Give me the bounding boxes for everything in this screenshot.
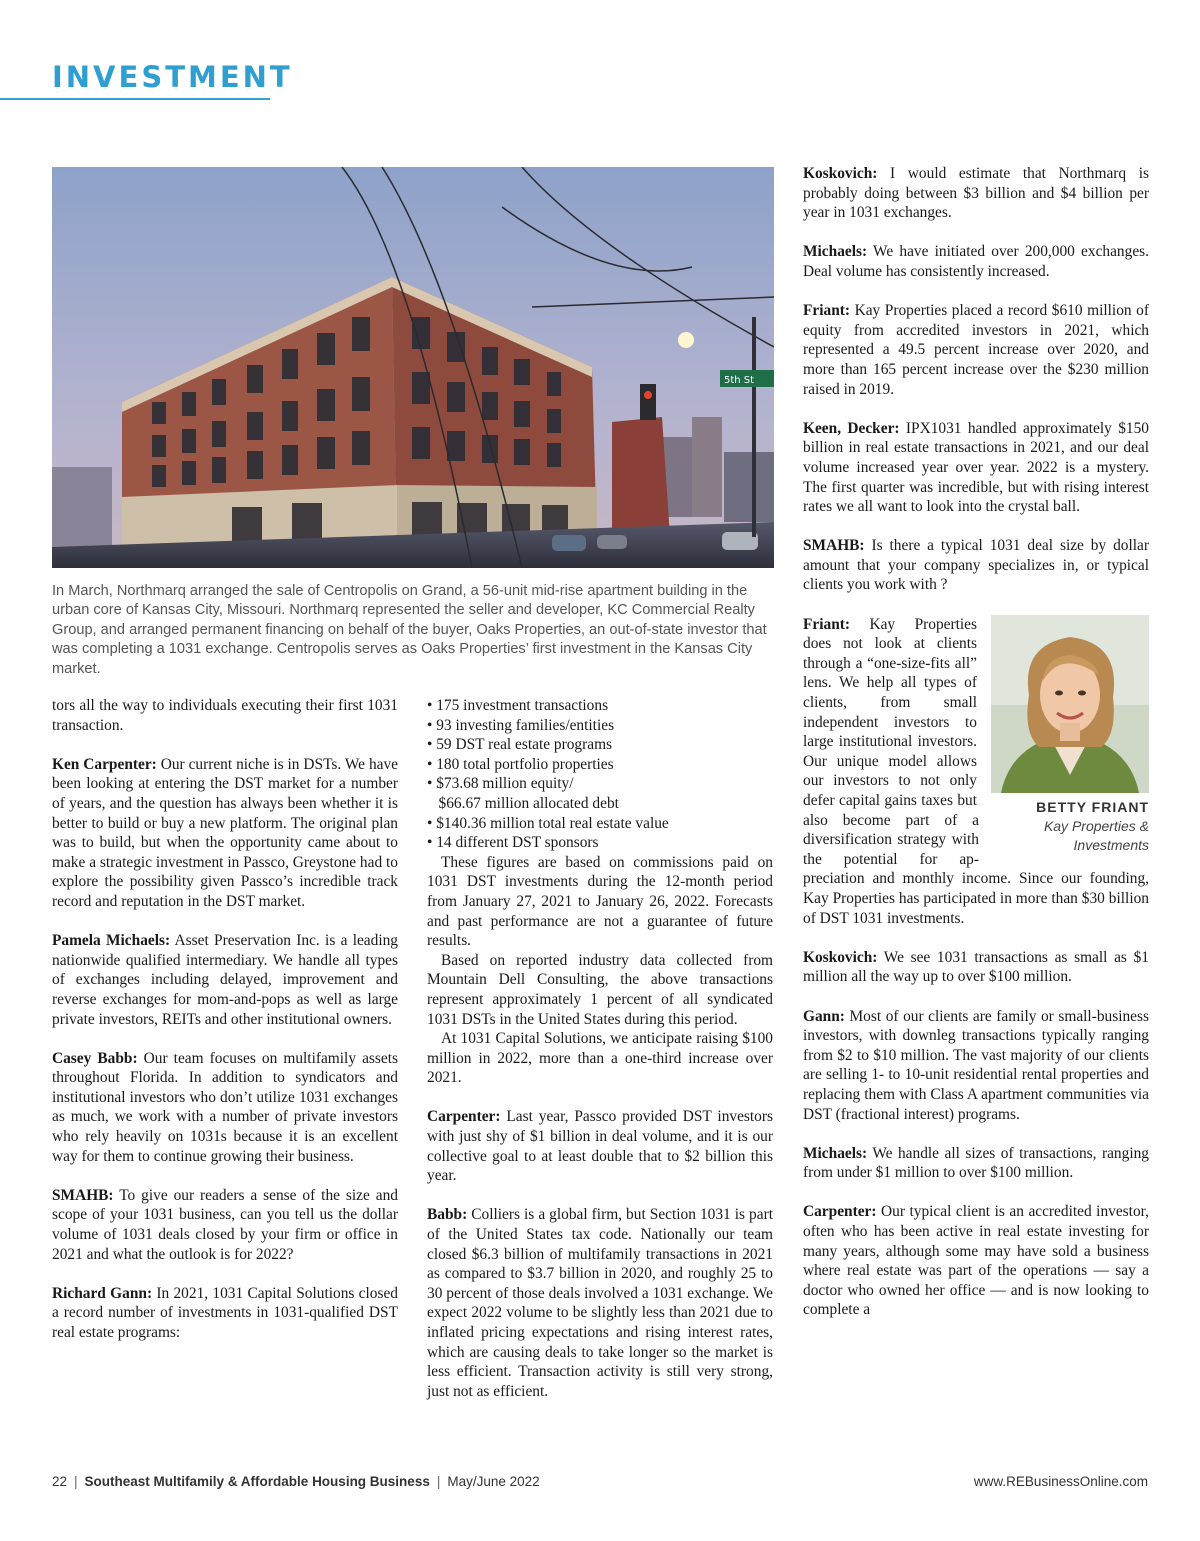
paragraph [803,419,1149,517]
paragraph [803,1007,1149,1125]
building-photo [52,167,774,568]
list-item: • 180 total portfolio properties [427,755,614,773]
publication-name: Southeast Multifamily & Affordable Housing Business [84,1474,430,1489]
section-header [0,58,293,100]
paragraph [52,755,398,912]
speaker-name: Koskovich: [803,948,878,966]
portrait-name: BETTY FRIANT [1036,798,1149,815]
speaker-name: Ken Carpenter: [52,755,157,773]
investment-stats-list [427,696,773,853]
speaker-name: Pamela Michaels: [52,932,171,950]
section-title: INVESTMENT [52,60,293,94]
column-3 [803,164,1149,1320]
paragraph [427,1107,773,1185]
paragraph-text: IPX1031 handled approximately $150 billion in real estate transactions in 2021, and our deal volume increased year over year. 2022 is a mystery. The first quarter was incredible, but with rising interest rates we all want to look into the crystal ball. [803,419,1150,516]
paragraph [52,696,398,735]
paragraph-text: Asset Preservation Inc. is a leading nationwide qualified intermediary. We handle all types of exchanges including delayed, improvement and reverse exchanges for mom-and-pops as well as large private investors, REITs and other institutional owners. [52,932,399,1028]
footer-separator: | [436,1474,441,1489]
list-item: • 59 DST real estate programs [427,736,613,754]
paragraph-text: Is there a typical 1031 deal size by dollar amount that your company specializes in, or typical clients you work with ? [803,537,1149,594]
speaker-name: SMAHB: [803,537,865,555]
paragraph-text: Our team focuses on multifamily assets throughout Florida. In addition to syndicators and institutional investors who don’t utilize 1031 exchanges as much, we work with a number of private investors who rely heavily on 1031s because it is an excellent way for them to continue growing their business. [52,1049,398,1165]
paragraph-text: Last year, Passco provided DST investors with just shy of $1 billion in deal volume, and it is our collective goal to at least double that to $2 billion this year. [427,1108,773,1185]
speaker-name: Michaels: [803,1144,868,1162]
paragraph-text: Our current niche is in DSTs. We have been looking at entering the DST market for a number of years, and the question has always been whether it is better to build or buy a new platform. The original plan was to build, but when the opportunity came about to make a strategic investment in Passco, Greystone had to explore the possibility given Passco’s incredible track record and reputation in the DST market. [52,755,398,910]
column-1 [52,696,398,1343]
speaker-name: Friant: [803,302,851,320]
paragraph-text: Our typical client is an accredited investor, often who has been active in real estate investing for many years, although some may have sold a business where real estate was part of the operations — say a doctor who owned her office — and is now looking to complete a [803,1203,1149,1319]
list-item: • 175 investment transactions [427,697,609,714]
column-2 [427,696,773,1401]
paragraph-text: We see 1031 transactions as small as $1 million all the way up to over $100 million. [803,948,1149,986]
paragraph-text: I would estimate that Northmarq is probably doing between $3 billion and $4 billion per year in 1031 exchanges. [803,165,1149,222]
paragraph-text: In 2021, 1031 Capital Solutions closed a record number of investments in 1031-qualified DST real estate programs: [52,1284,398,1341]
speaker-name: Casey Babb: [52,1049,138,1067]
paragraph [803,242,1149,281]
page-footer [52,1474,1148,1494]
list-item: • $140.36 million total real estate value [427,814,669,832]
list-item: • $73.68 million equity/ [427,775,574,793]
paragraph-text: Kay Properties placed a record $610 million of equity from accredited investors in 2021, which represented a 49.5 percent increase over 2020, and more than 165 percent increase over the $230 million raised in 2019. [803,302,1149,398]
speaker-name: Richard Gann: [52,1284,153,1302]
speaker-name: Michaels: [803,243,868,261]
paragraph [52,931,398,1029]
speaker-name: Friant: [803,615,851,633]
speaker-name: Carpenter: [427,1108,501,1126]
speaker-name: Keen, Decker: [803,419,900,437]
paragraph [803,301,1149,399]
paragraph [427,1205,773,1401]
page-number: 22 [52,1474,68,1489]
paragraph-text: tors all the way to individuals executing their first 1031 transaction. [52,697,398,734]
issue-date: May/June 2022 [447,1474,540,1489]
paragraph [803,948,1149,987]
paragraph [52,1284,398,1343]
paragraph-text: To give our readers a sense of the size and scope of your 1031 business, can you tell us the dollar volume of 1031 deals closed by your firm or office in 2021 and what the outlook is for 2022? [52,1186,398,1263]
list-item: $66.67 million allocated debt [427,794,619,812]
speaker-name: Babb: [427,1206,468,1224]
paragraph [803,1144,1149,1183]
footer-separator: | [74,1474,78,1489]
portrait-company: Investments [1073,836,1149,853]
street-sign-text: 5th St [724,375,755,386]
paragraph-text: Kay Properties does not look at clients through a “one-size-fits all” lens. We help all types of clients, from small independent investors to large institutional investors. Our unique model allows our investors to not only defer capital gains taxes but also become part of a diversification strategy with the potential for appreciation and monthly income. Since our founding, Kay Properties has participated in more than $30 billion of DST 1031 investments. [803,615,1149,927]
paragraph-text: Colliers is a global firm, but Section 1031 is part of the United States tax code. Nationally our team closed $6.3 billion of multifamily transactions in 2021 as compared to $3.7 billion in 2020, and roughly 25 to 30 percent of those deals involved a 1031 exchange. We expect 2022 volume to be slightly less than 2021 due to inflated pricing expectations and rising interest rates, which are causing deals to take longer so the market is less efficient. Transaction activity is still very strong, just not as efficient. [427,1206,773,1400]
list-item: • 93 investing families/entities [427,716,615,734]
speaker-name: SMAHB: [52,1186,114,1204]
paragraph [803,1202,1149,1320]
website-link[interactable]: www.REBusinessOnline.com [973,1474,1148,1489]
paragraph [803,536,1149,595]
paragraph [52,1186,398,1264]
portrait-photo [991,615,1149,793]
paragraph: At 1031 Capital Solutions, we anticipate raising $100 million in 2022, more than a one-third increase over 2021. [427,1030,773,1087]
paragraph [803,164,1149,223]
footer-left [52,1474,540,1489]
paragraph-text: Most of our clients are family or small-business investors, with downleg transactions typically ranging from $2 to $10 million. The vast majority of our clients are selling 1- to 10-unit residential rental properties and replacing them with Class A apartment communities via DST (fractional interest) programs. [803,1007,1149,1123]
portrait-company: Kay Properties & [1043,817,1149,834]
speaker-name: Koskovich: [803,165,878,182]
list-item: • 14 different DST sponsors [427,834,599,852]
photo-caption: In March, Northmarq arranged the sale of Centropolis on Grand, a 56-unit mid-rise apartment building in the urban core of Kansas City, Missouri. Northmarq represented the seller and developer, KC Commercial Realty Group, and arranged permanent financing on behalf of the buyer, Oaks Properties, an out-of-state investor that was completing a 1031 exchange. Centropolis serves as Oaks Properties’ first investment in the Kansas City market. [52,583,767,677]
paragraph [52,1049,398,1167]
paragraph-text: We have initiated over 200,000 exchanges. Deal volume has consistently increased. [803,243,1149,280]
paragraph-text: We handle all sizes of transactions, ranging from under $1 million to over $100 million. [803,1144,1149,1182]
speaker-name: Gann: [803,1007,845,1025]
speaker-name: Carpenter: [803,1203,877,1221]
portrait-caption [989,797,1149,855]
paragraph: These figures are based on commissions paid on 1031 DST investments during the 12-month period from January 27, 2021 to January 26, 2022. Forecasts and past performance are not a guarantee of future results. [427,853,773,950]
paragraph: Based on reported industry data collected from Mountain Dell Consulting, the above transactions represent approximately 1 percent of all syndicated 1031 DSTs in the United States during this period. [427,951,773,1028]
